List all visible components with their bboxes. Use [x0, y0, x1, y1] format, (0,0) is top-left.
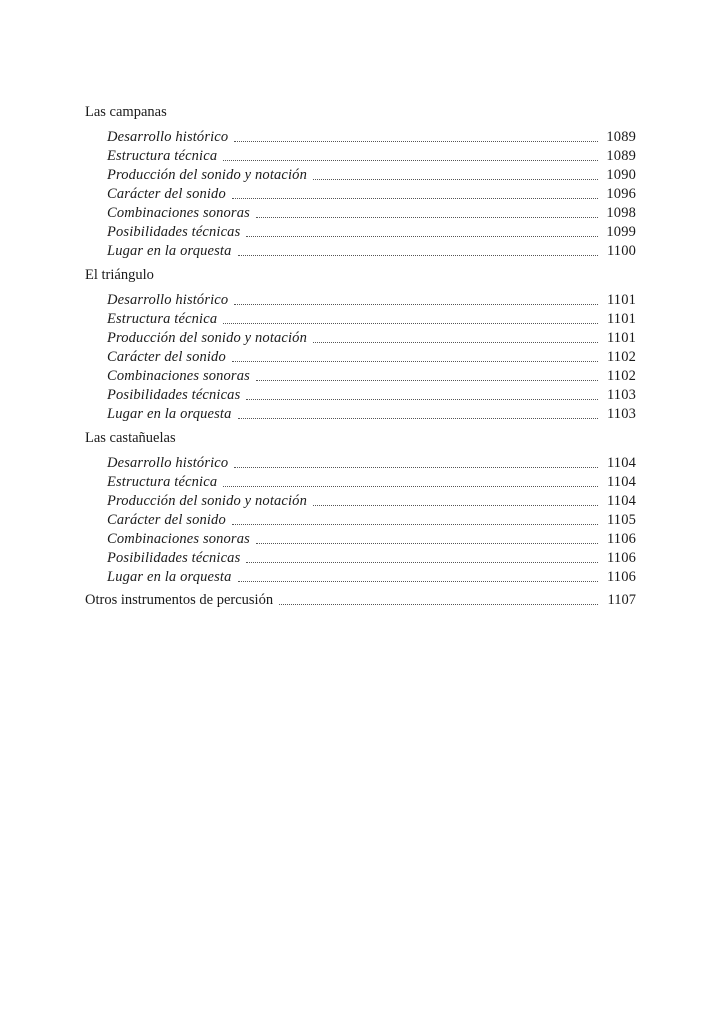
page-number: 1090 — [606, 167, 636, 183]
dot-leader — [246, 398, 598, 400]
toc-entry[interactable] — [85, 166, 636, 185]
section-title: Las castañuelas — [85, 430, 176, 446]
dot-leader — [256, 379, 598, 381]
entry-label: Lugar en la orquesta — [107, 406, 232, 422]
toc-entry[interactable] — [85, 367, 636, 386]
page-number: 1105 — [606, 512, 636, 528]
page-number: 1099 — [606, 224, 636, 240]
page-number: 1104 — [606, 455, 636, 471]
entry-label: Estructura técnica — [107, 311, 218, 327]
dot-leader — [232, 197, 598, 199]
table-of-contents — [85, 103, 636, 610]
dot-leader — [246, 235, 598, 237]
dot-leader — [246, 561, 598, 563]
toc-entry[interactable] — [85, 329, 636, 348]
page-number: 1102 — [606, 368, 636, 384]
entry-label: Estructura técnica — [107, 474, 218, 490]
page-number: 1103 — [606, 387, 636, 403]
entry-label: Otros instrumentos de percusión — [85, 592, 274, 608]
entry-label: Lugar en la orquesta — [107, 569, 232, 585]
entry-label: Combinaciones sonoras — [107, 531, 250, 547]
entry-label: Desarrollo histórico — [107, 455, 229, 471]
toc-entry[interactable] — [85, 454, 636, 473]
entry-label: Combinaciones sonoras — [107, 205, 250, 221]
entry-label: Posibilidades técnicas — [107, 387, 241, 403]
toc-entry[interactable] — [85, 291, 636, 310]
dot-leader — [223, 159, 598, 161]
page-number: 1102 — [606, 349, 636, 365]
page-number: 1106 — [606, 531, 636, 547]
page-number: 1100 — [606, 243, 636, 259]
page-number: 1101 — [606, 292, 636, 308]
page-number: 1089 — [606, 129, 636, 145]
dot-leader — [256, 542, 598, 544]
toc-entry[interactable] — [85, 204, 636, 223]
dot-leader — [223, 322, 598, 324]
dot-leader — [234, 466, 598, 468]
entry-label: Posibilidades técnicas — [107, 550, 241, 566]
toc-entry[interactable] — [85, 310, 636, 329]
toc-entry[interactable] — [85, 405, 636, 424]
toc-entry[interactable] — [85, 473, 636, 492]
page-number: 1104 — [606, 474, 636, 490]
dot-leader — [313, 178, 598, 180]
page-number: 1106 — [606, 550, 636, 566]
toc-entry-otros-instrumentos[interactable] — [85, 591, 636, 610]
section-title: Las campanas — [85, 104, 167, 120]
page-number: 1106 — [606, 569, 636, 585]
toc-entry[interactable] — [85, 348, 636, 367]
dot-leader — [232, 523, 598, 525]
dot-leader — [234, 140, 598, 142]
toc-entry[interactable] — [85, 568, 636, 587]
toc-entry[interactable] — [85, 511, 636, 530]
entry-label: Posibilidades técnicas — [107, 224, 241, 240]
toc-entry[interactable] — [85, 242, 636, 261]
dot-leader — [238, 580, 598, 582]
entry-label: Carácter del sonido — [107, 186, 226, 202]
entry-label: Estructura técnica — [107, 148, 218, 164]
page-number: 1104 — [606, 493, 636, 509]
entry-label: Producción del sonido y notación — [107, 167, 307, 183]
page-number: 1089 — [606, 148, 636, 164]
dot-leader — [238, 254, 598, 256]
dot-leader — [234, 303, 598, 305]
toc-entry[interactable] — [85, 492, 636, 511]
toc-entry[interactable] — [85, 549, 636, 568]
toc-entry[interactable] — [85, 530, 636, 549]
page-number: 1107 — [607, 592, 636, 608]
toc-entry[interactable] — [85, 128, 636, 147]
dot-leader — [238, 417, 598, 419]
page-number: 1101 — [606, 311, 636, 327]
page-number: 1098 — [606, 205, 636, 221]
entry-label: Lugar en la orquesta — [107, 243, 232, 259]
dot-leader — [313, 504, 598, 506]
page-number: 1101 — [606, 330, 636, 346]
page-number: 1096 — [606, 186, 636, 202]
dot-leader — [279, 603, 598, 605]
toc-entry[interactable] — [85, 147, 636, 166]
entry-label: Desarrollo histórico — [107, 292, 229, 308]
entry-label: Carácter del sonido — [107, 512, 226, 528]
entry-label: Producción del sonido y notación — [107, 330, 307, 346]
dot-leader — [256, 216, 598, 218]
entry-label: Combinaciones sonoras — [107, 368, 250, 384]
toc-section-campanas — [85, 103, 636, 261]
section-title: El triángulo — [85, 267, 154, 283]
page-number: 1103 — [606, 406, 636, 422]
toc-section-castanuelas — [85, 429, 636, 587]
entry-label: Desarrollo histórico — [107, 129, 229, 145]
toc-entry[interactable] — [85, 223, 636, 242]
dot-leader — [232, 360, 598, 362]
entry-label: Producción del sonido y notación — [107, 493, 307, 509]
toc-section-triangulo — [85, 266, 636, 424]
toc-entry[interactable] — [85, 185, 636, 204]
dot-leader — [313, 341, 598, 343]
toc-entry[interactable] — [85, 386, 636, 405]
entry-label: Carácter del sonido — [107, 349, 226, 365]
dot-leader — [223, 485, 598, 487]
